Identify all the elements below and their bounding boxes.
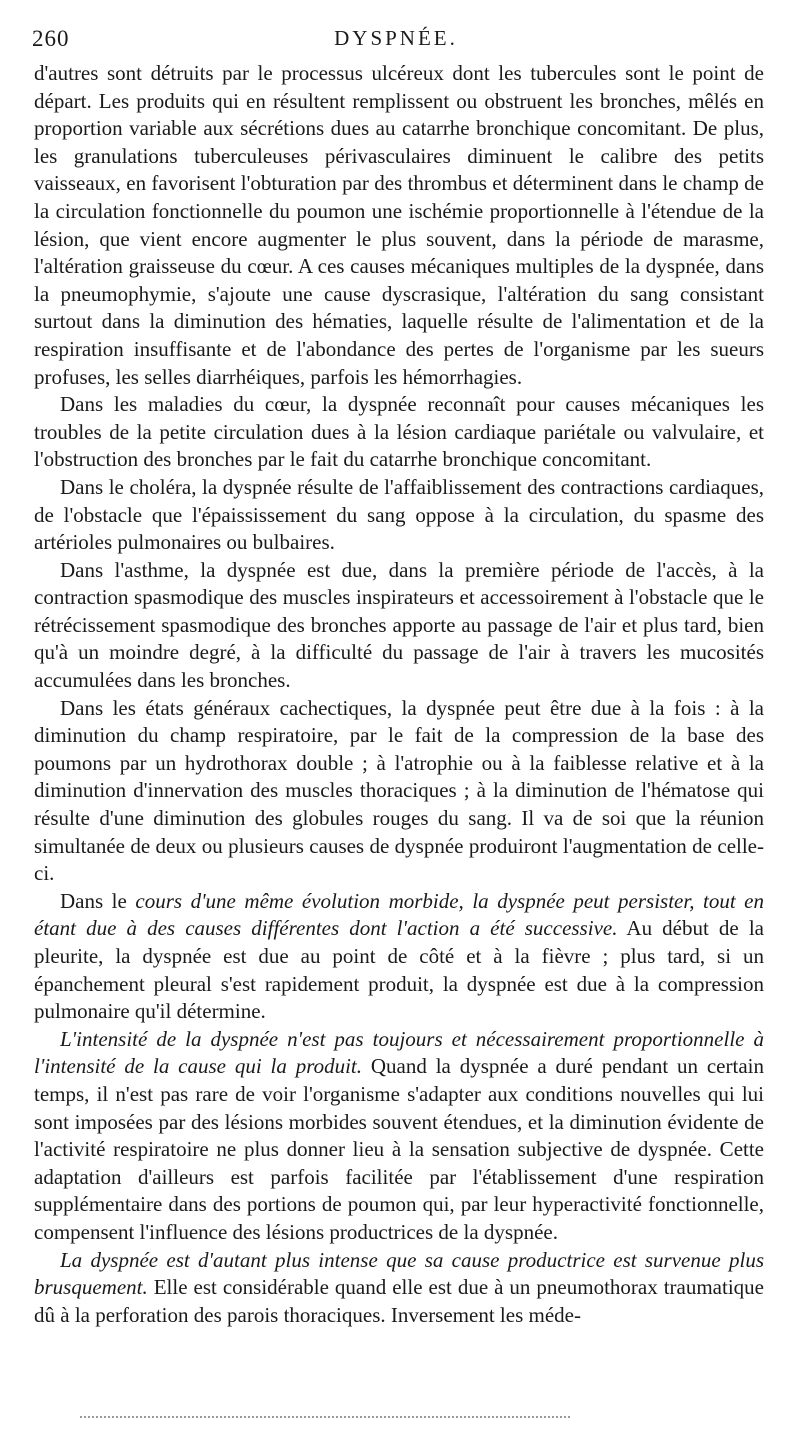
paragraph-lead-text: Dans le: [60, 888, 136, 913]
paragraph-text: Dans les maladies du cœur, la dyspnée reconnaît pour causes mécaniques les troubles de la petite circulation dues à la lésion cardiaque pariétale ou valvulaire, et l'obstruction des bronches par le fait du catarrhe bronchique concomitant.: [34, 392, 764, 472]
paragraph-text: Dans les états généraux cachectiques, la dyspnée peut être due à la fois : à la diminution du champ respiratoire, par le fait de la compression de la base des poumons par un hydrothorax double ; à l'atrophie ou à la faiblesse relative et à la diminution d'innervation des muscles thoraciques ; à la diminution de l'hématose qui résulte d'une diminution des globules rouges du sang. Il va de soi que la réunion simultanée de deux ou plusieurs causes de dyspnée produiront l'augmentation de celle-ci.: [34, 695, 764, 886]
paragraph-text: Dans l'asthme, la dyspnée est due, dans la première période de l'accès, à la contraction spasmodique des muscles inspirateurs et accessoirement à l'obstacle que le rétrécissement spasmodique des bronches apporte au passage de l'air et plus tard, bien qu'à un moindre degré, à la difficulté du passage de l'air à travers les mucosités accumulées dans les bronches.: [34, 557, 764, 693]
paragraph-cholera: [34, 474, 764, 557]
paragraph-heart-disease: [34, 391, 764, 474]
paragraph-tuberculosis-causes: [34, 60, 764, 391]
paragraph-sudden-onset: [34, 1247, 764, 1330]
paragraph-text: d'autres sont détruits par le processus ulcéreux dont les tubercules sont le point de départ. Les produits qui en résultent remplissent ou obstruent les bronches, mêlés en proportion variable aux sécrétions dues au catarrhe bronchique concomitant. De plus, les granulations tuberculeuses périvasculaires diminuent le calibre des petits vaisseaux, en favorisent l'obturation par des thrombus et déterminent dans le champ de la circulation fonctionnelle du poumon une ischémie proportionnelle à l'étendue de la lésion, que vient encore augmenter le plus souvent, dans la période de marasme, l'altération graisseuse du cœur. A ces causes mécaniques multiples de la dyspnée, dans la pneumophymie, s'ajoute une cause dyscrasique, l'altération du sang consistant surtout dans la diminution des hématies, laquelle résulte de l'alimentation et de la respiration insuffisante et de l'abondance des pertes de l'organisme par les sueurs profuses, les selles diarrhéiques, parfois les hémorrhagies.: [34, 61, 764, 389]
footer-dotted-rule: [80, 1416, 570, 1418]
page-number: 260: [32, 26, 70, 51]
paragraph-text: Elle est considérable quand elle est due à un pneumothorax traumatique dû à la perforation des parois thoraciques. Inversement les méde-: [34, 1275, 764, 1327]
paragraph-italic-lead: La dyspnée est d'autant plus intense que sa cause productrice est survenue plus brusquement.: [34, 1247, 764, 1300]
paragraph-text: Quand la dyspnée a duré pendant un certain temps, il n'est pas rare de voir l'organisme s'adapter aux conditions nouvelles qui lui sont imposées par des lésions morbides souvent étendues, et la diminution évidente de l'activité respiratoire ne plus donner lieu à la sensation subjective de dyspnée. Cette adaptation d'ailleurs est parfois facilitée par l'établissement d'une respiration supplémentaire dans des portions de poumon qui, par leur hyperactivité fonctionnelle, compensent l'influence des lésions productrices de la dyspnée.: [34, 1054, 764, 1244]
paragraph-italic-lead: cours d'une même évolution morbide, la dyspnée peut persister, tout en étant due à des causes différentes dont l'action a été successive.: [34, 888, 764, 941]
paragraph-intensity-adaptation: [34, 1026, 764, 1247]
running-title: DYSPNÉE.: [334, 26, 458, 50]
paragraph-text: Au début de la pleurite, la dyspnée est due au point de côté et à la fièvre ; plus tard, si un épanchement pleural s'est rapidement produit, la dyspnée est due à la compression pulmonaire qu'il détermine.: [34, 916, 764, 1024]
paragraph-successive-causes: [34, 888, 764, 1026]
paragraph-italic-lead: L'intensité de la dyspnée n'est pas toujours et nécessairement proportionnelle à l'intensité de la cause qui la produit.: [34, 1026, 764, 1079]
paragraph-cachectic-states: [34, 695, 764, 888]
body-text: [34, 60, 764, 1329]
paragraph-asthma: [34, 557, 764, 695]
paragraph-text: Dans le choléra, la dyspnée résulte de l'affaiblissement des contractions cardiaques, de l'obstacle que l'épaississement du sang oppose à la circulation, du spasme des artérioles pulmonaires ou bulbaires.: [34, 474, 764, 555]
page-header: [32, 26, 760, 56]
